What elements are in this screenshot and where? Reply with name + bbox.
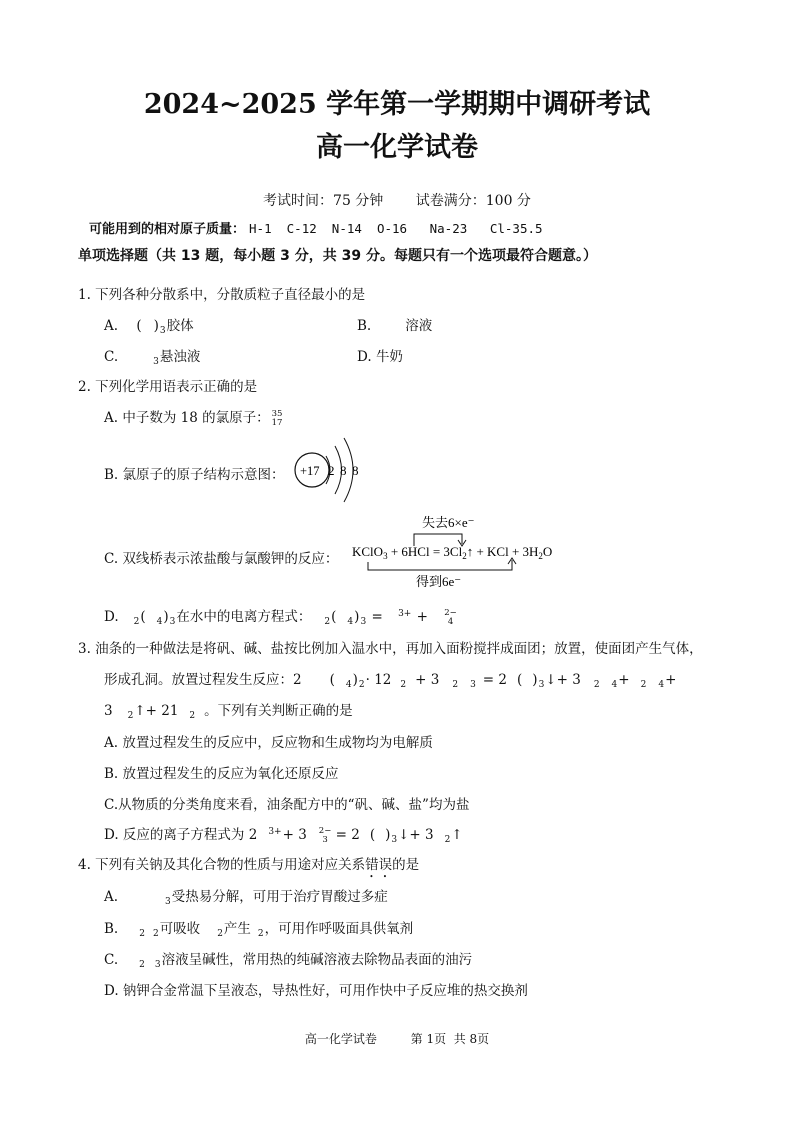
q4-option-c: C. $_2$ $_3$溶液呈碱性，常用热的纯碱溶液去除物品表面的油污 (104, 952, 473, 970)
q2-option-b: B. 氯原子的原子结构示意图： (104, 467, 285, 483)
q3-stem-line1: 3. 油条的一种做法是将矾、碱、盐按比例加入温水中，再加入面粉搅拌成面团；放置，使面团产生气体， (78, 641, 703, 657)
q3-stem-line2: 形成孔洞。放置过程发生反应：2 ( $_4)_2\cdot 12$ $_2$ + 3 $_2$ $_3$ = 2 ( )$_3↓+ 3$ $_2$ $_4$+ $_2$ $_4$+ (104, 672, 677, 690)
shell-electrons-3: 8 (352, 463, 359, 478)
q3-option-a: A. 放置过程发生的反应中，反应物和生成物均为电解质 (104, 735, 433, 751)
q3-stem-line3: 3 $_2$↑+ 21 $_2$ 。下列有关判断正确的是 (104, 703, 353, 721)
atom-structure-diagram (292, 432, 372, 502)
footer-subject: 高一化学试卷 (304, 1032, 377, 1046)
q4-stem: 4. 下列有关钠及其化合物的性质与用途对应关系错误的是 (78, 857, 420, 873)
exam-title: 2024~2025 学年第一学期期中调研考试 (143, 89, 651, 120)
q4-option-b: B. $_2$ $_2$可吸收 $_2$产生 $_2$，可用作呼吸面具供氧剂 (104, 921, 414, 939)
exam-meta (0, 190, 794, 210)
isotope-notation: 35 17 (271, 408, 283, 428)
atomic-mass-label: 可能用到的相对原子质量： (89, 222, 246, 237)
atomic-mass-line (89, 218, 543, 237)
q4-option-a: A. $_3$受热易分解，可用于治疗胃酸过多症 (104, 889, 388, 907)
q3-option-c: C.从物质的分类角度来看，油条配方中的“矾、碱、盐”均为盐 (104, 797, 470, 813)
atomic-mass-values: H-1 C-12 N-14 O-16 Na-23 Cl-35.5 (249, 221, 543, 236)
q3-option-d: D. 反应的离子方程式为 2 $^{3+}$+ 3 2− 3 = 2 ( )$_3↓+ 3$ $_2$↑ (104, 825, 463, 845)
footer-page-number: 第 1页 共 8页 (410, 1032, 490, 1046)
q2-option-c: C. 双线桥表示浓盐酸与氯酸钾的反应： (104, 551, 339, 567)
q1-option-d: D. 牛奶 (357, 349, 403, 365)
electron-gain-label: 得到6e⁻ (416, 574, 462, 589)
reaction-equation: KClO$_3$ + $6HCl = 3Cl_2↑$ + KCl + $3H_2O$ (352, 544, 553, 561)
gain-bridge (368, 560, 512, 570)
shell-electrons-2: 8 (340, 463, 347, 478)
full-marks: 试卷满分：100 分 (415, 193, 531, 209)
q1-stem: 1. 下列各种分散系中，分散质粒子直径最小的是 (78, 287, 366, 303)
q2-option-d: D. $_2$( $_4)_3$在水中的电离方程式： $_2$( $_4)_3 = ^{3+} + 2-$ 4 (104, 607, 457, 627)
q3-option-b: B. 放置过程发生的反应为氧化还原反应 (104, 766, 339, 782)
page-footer (0, 1030, 794, 1047)
section-title: 单项选择题（共 13 题，每小题 3 分，共 39 分。每题只有一个选项最符合题意。） (78, 248, 597, 264)
exam-subtitle: 高一化学试卷 (316, 132, 478, 163)
q1-option-b: B. 溶液 (357, 318, 433, 334)
exam-time: 考试时间：75 分钟 (263, 193, 384, 209)
q2-stem: 2. 下列化学用语表示正确的是 (78, 379, 258, 395)
emphasis-word: 错误 (365, 857, 393, 873)
double-bridge-diagram (350, 512, 580, 588)
electron-loss-label: 失去6×e⁻ (422, 515, 475, 530)
q2-option-a: A. 中子数为 18 的氯原子： 35 17 (104, 408, 283, 428)
q1-option-a: A. ( )$_3$胶体 (104, 318, 194, 336)
nucleus-charge: +17 (300, 464, 320, 478)
q1-option-c: C. $_3$悬浊液 (104, 349, 201, 367)
shell-electrons-1: 2 (328, 463, 335, 478)
q4-option-d: D. 钠钾合金常温下呈液态，导热性好，可用作快中子反应堆的热交换剂 (104, 983, 528, 999)
